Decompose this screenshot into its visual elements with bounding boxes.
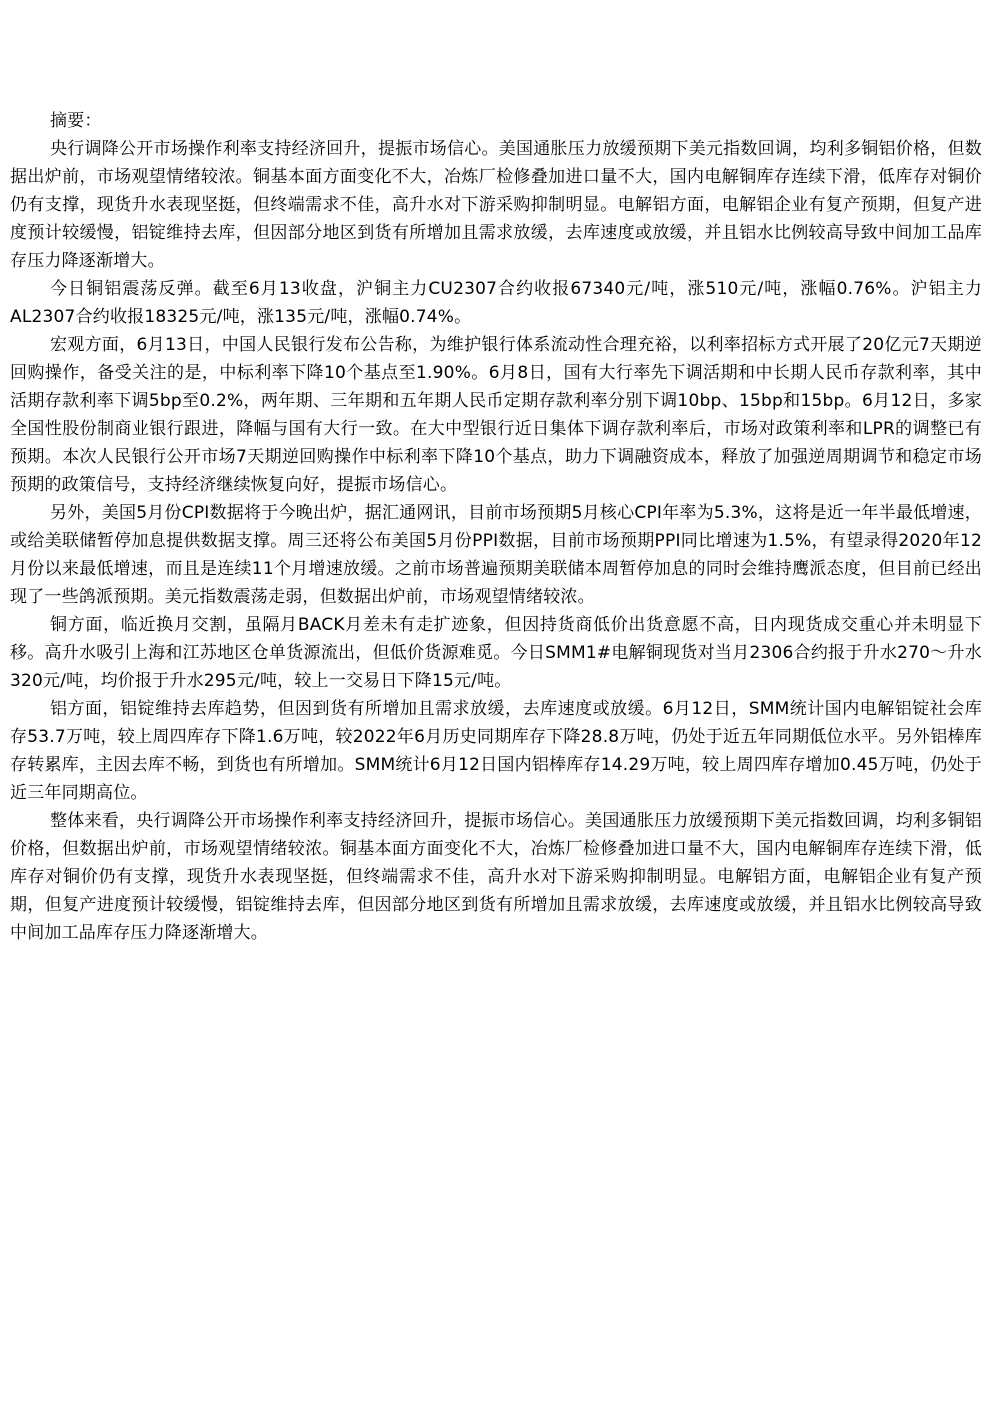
paragraph-market-close: 今日铜铝震荡反弹。截至6月13收盘，沪铜主力CU2307合约收报67340元/吨，涨510元/吨，涨幅0.76%。沪铝主力AL2307合约收报18325元/吨，涨135元/吨，涨幅0.74%。: [10, 279, 982, 327]
paragraph-us-data: 另外，美国5月份CPI数据将于今晚出炉，据汇通网讯，目前市场预期5月核心CPI年率为5.3%，这将是近一年半最低增速，或给美联储暂停加息提供数据支撑。周三还将公布美国5月份PPI数据，目前市场预期PPI同比增速为1.5%，有望录得2020年12月份以来最低增速，而且是连续11个月增速放缓。之前市场普遍预期美联储本周暂停加息的同时会维持鹰派态度，但目前已经出现了一些鸽派预期。美元指数震荡走弱，但数据出炉前，市场观望情绪较浓。: [10, 503, 983, 607]
paragraph-macro: 宏观方面，6月13日，中国人民银行发布公告称，为维护银行体系流动性合理充裕，以利率招标方式开展了20亿元7天期逆回购操作，备受关注的是，中标利率下降10个基点至1.90%。6月8日，国有大行率先下调活期和中长期人民币存款利率，其中活期存款利率下调5bp至0.2%，两年期、三年期和五年期人民币定期存款利率分别下调10bp、15bp和15bp。6月12日，多家全国性股份制商业银行跟进，降幅与国有大行一致。在大中型银行近日集体下调存款利率后，市场对政策利率和LPR的调整已有预期。本次人民银行公开市场7天期逆回购操作中标利率下降10个基点，助力下调融资成本，释放了加强逆周期调节和稳定市场预期的政策信号，支持经济继续恢复向好，提振市场信心。: [10, 335, 982, 495]
paragraph-summary: 央行调降公开市场操作利率支持经济回升，提振市场信心。美国通胀压力放缓预期下美元指数回调，均利多铜铝价格，但数据出炉前，市场观望情绪较浓。铜基本面方面变化不大，冶炼厂检修叠加进口量不大，国内电解铜库存连续下滑，低库存对铜价仍有支撑，现货升水表现坚挺，但终端需求不佳，高升水对下游采购抑制明显。电解铝方面，电解铝企业有复产预期，但复产进度预计较缓慢，铝锭维持去库，但因部分地区到货有所增加且需求放缓，去库速度或放缓，并且铝水比例较高导致中间加工品库存压力降逐渐增大。: [10, 139, 982, 271]
paragraph-aluminum: 铝方面，铝锭维持去库趋势，但因到货有所增加且需求放缓，去库速度或放缓。6月12日，SMM统计国内电解铝锭社会库存53.7万吨，较上周四库存下降1.6万吨，较2022年6月历史同期库存下降28.8万吨，仍处于近五年同期低位水平。另外铝棒库存转累库，主因去库不畅，到货也有所增加。SMM统计6月12日国内铝棒库存14.29万吨，较上周四库存增加0.45万吨，仍处于近三年同期高位。: [10, 699, 982, 803]
paragraph-copper: 铜方面，临近换月交割，虽隔月BACK月差未有走扩迹象，但因持货商低价出货意愿不高，日内现货成交重心并未明显下移。高升水吸引上海和江苏地区仓单货源流出，但低价货源难觅。今日SMM1#电解铜现货对当月2306合约报于升水270～升水320元/吨，均价报于升水295元/吨，较上一交易日下降15元/吨。: [10, 615, 982, 691]
summary-heading: 摘要：: [50, 111, 102, 131]
paragraph-conclusion: 整体来看，央行调降公开市场操作利率支持经济回升，提振市场信心。美国通胀压力放缓预期下美元指数回调，均利多铜铝价格，但数据出炉前，市场观望情绪较浓。铜基本面方面变化不大，冶炼厂检修叠加进口量不大，国内电解铜库存连续下滑，低库存对铜价仍有支撑，现货升水表现坚挺，但终端需求不佳，高升水对下游采购抑制明显。电解铝方面，电解铝企业有复产预期，但复产进度预计较缓慢，铝锭维持去库，但因部分地区到货有所增加且需求放缓，去库速度或放缓，并且铝水比例较高导致中间加工品库存压力降逐渐增大。: [10, 811, 982, 943]
document-page: [10, 107, 982, 947]
